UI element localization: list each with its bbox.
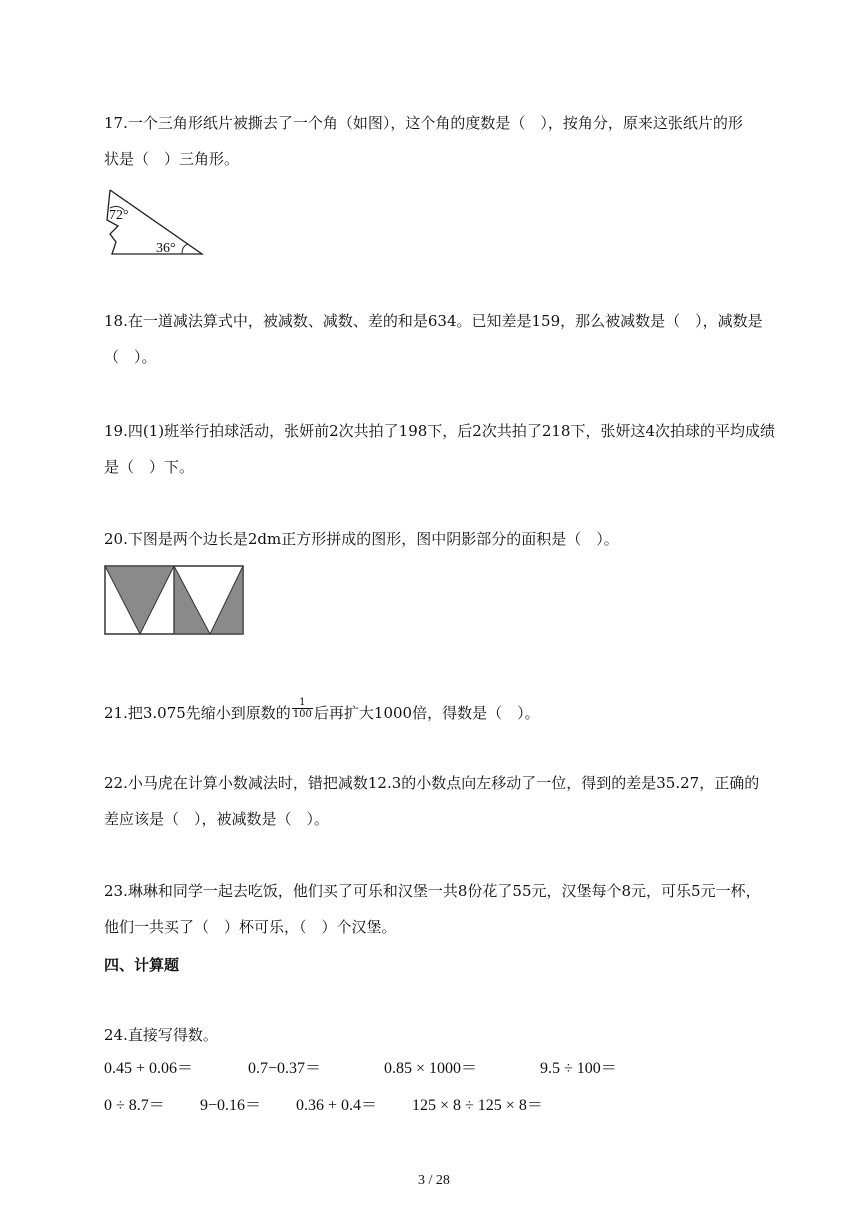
page-number: 3 / 28	[418, 1173, 450, 1188]
q24-r1-item1: 0.45 + 0.06＝	[104, 1060, 194, 1077]
q24-row1	[104, 1058, 617, 1080]
q24-r2-item3: 0.36 + 0.4＝	[296, 1097, 378, 1114]
q24-r1-item2: 0.7−0.37＝	[248, 1060, 322, 1077]
q18-line1: 18.在一道减法算式中，被减数、减数、差的和是634。已知差是159，那么被减数是（ ），减数是	[104, 312, 763, 330]
q18-line2: （ ）。	[104, 348, 157, 366]
q24-r2-item1: 0 ÷ 8.7＝	[104, 1097, 165, 1114]
q17-angle-72-label: 72°	[109, 208, 129, 223]
q21-frac-num: 1	[292, 697, 313, 709]
q17-line1: 17.一个三角形纸片被撕去了一个角（如图），这个角的度数是（ ），按角分，原来这张纸片的形	[104, 114, 743, 132]
q17-line2: 状是（ ）三角形。	[104, 150, 240, 168]
q22-line1: 22.小马虎在计算小数减法时，错把减数12.3的小数点向左移动了一位，得到的差是35.27，正确的	[104, 774, 760, 792]
q24-title: 24.直接写得数。	[104, 1026, 218, 1044]
q21-line	[104, 696, 540, 726]
q21-fraction	[292, 697, 313, 720]
q19-line1: 19.四(1)班举行拍球活动，张妍前2次共拍了198下，后2次共拍了218下，张妍这4次拍球的平均成绩	[104, 422, 775, 440]
q21-frac-den: 100	[292, 708, 312, 720]
q24-row2	[104, 1095, 543, 1117]
q24-r2-item2: 9−0.16＝	[200, 1097, 262, 1114]
q21-before: 21.把3.075先缩小到原数的	[104, 704, 291, 722]
q21-after: 后再扩大1000倍，得数是（ ）。	[313, 704, 540, 722]
q20-squares-figure	[104, 564, 246, 638]
q24-r2-item4: 125 × 8 ÷ 125 × 8＝	[412, 1097, 543, 1114]
q22-line2: 差应该是（ ），被减数是（ ）。	[104, 810, 330, 828]
section-4-heading: 四、计算题	[104, 956, 180, 974]
q23-line1: 23.琳琳和同学一起去吃饭，他们买了可乐和汉堡一共8份花了55元，汉堡每个8元，可乐5元一杯，	[104, 882, 761, 900]
q24-r1-item4: 9.5 ÷ 100＝	[540, 1060, 617, 1077]
q17-torn-triangle-figure	[104, 182, 208, 260]
q20-line1: 20.下图是两个边长是2dm正方形拼成的图形，图中阴影部分的面积是（ ）。	[104, 530, 619, 548]
q19-line2: 是（ ）下。	[104, 458, 195, 476]
q23-line2: 他们一共买了（ ）杯可乐，（ ）个汉堡。	[104, 918, 397, 936]
q17-angle-36-label: 36°	[156, 241, 176, 256]
q24-r1-item3: 0.85 × 1000＝	[384, 1060, 478, 1077]
